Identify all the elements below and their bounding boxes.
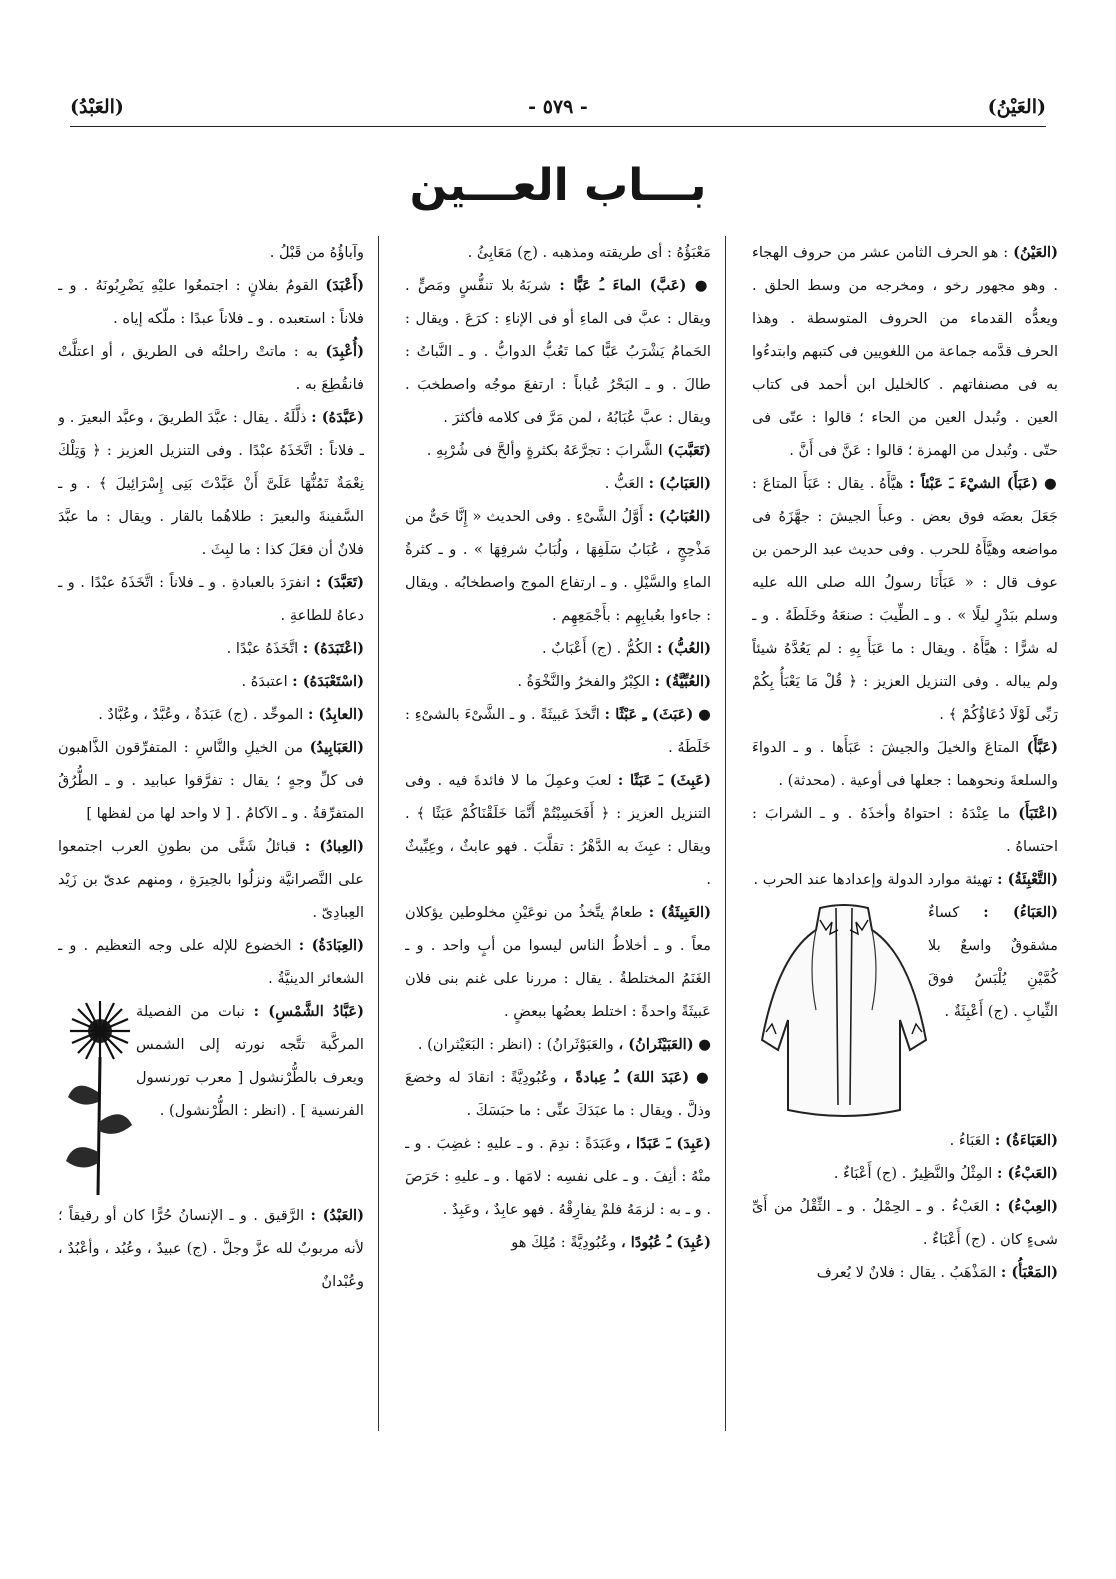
- column-2: [405, 236, 711, 1436]
- root-bullet: ●: [698, 1036, 711, 1053]
- headword: (اعْتَبَدَهُ) :: [302, 640, 364, 657]
- entry-abitha-noun: [405, 896, 711, 1028]
- column-3: [58, 236, 364, 1436]
- root-bullet: ●: [1044, 475, 1058, 492]
- headword: (عَبِثَ) ـَ عَبَثًا :: [617, 772, 711, 789]
- headword: (العَبَابُ) :: [648, 475, 711, 492]
- entry-ibada: [58, 929, 364, 995]
- definition: كساءٌ مشقوقٌ واسعٌ بلا كُمَّيْنِ يُلْبَسُ فوقَ الثِّيابِ . (ج) أَعْبِئَةٌ .: [928, 904, 1058, 1020]
- headword: (أُعْبِدَ): [325, 343, 364, 360]
- entry-abitha: [405, 764, 711, 896]
- headword: (عَبِدَ) ـَ عَبَدًا ،: [625, 1135, 711, 1152]
- definition: المِثْلُ والنَّظِيرُ . (ج) أَعْبَاءٌ .: [833, 1165, 993, 1182]
- headword: (المَعْبَأُ) :: [1000, 1264, 1058, 1281]
- entry-abid: [58, 698, 364, 731]
- headword: (العَبِيثَةُ) :: [648, 904, 711, 921]
- headword: (العَبَاءُ) :: [983, 904, 1058, 921]
- running-head: [70, 96, 1046, 124]
- definition: هيَّأَهُ . يقال : عَبَأَ المتاعَ : جَعَلَ بعضَه فوق بعض . وعبأَ الجيشَ : جهَّزَهُ فى مواضعه وهيَّأَهُ للحرب . وفى حديث عبد الرحمن بن عوف قال : « عَبَأَنَا رسولُ الله صلى الله عليه وسلم ببَدْرٍ ليلًا » . و ـ الطِّيبَ : صنعَهُ وخَلَطَهُ . و ـ له شرًّا : هيَّأَهُ . ويقال : ما عَبَأَ بِهِ : لم يَعُدَّهُ شيئاً ولم يباله . وفى التنزيل العزيز : ﴿ قُلْ مَا يَعْبَأُ بِكُمْ رَبِّى لَوْلَا دُعَاؤُكُمْ ﴾ .: [752, 475, 1058, 723]
- definition: المَذْهَبُ . يقال : فلانٌ لا يُعرف: [816, 1264, 997, 1281]
- definition: نبات من الفصيلة المركَّبة تتَّجه نورته إلى الشمس ويعرف بالطُّرْنشول [ معرب تورنسول الفرنسية ] . (انظر : الطُّرْنشول) .: [136, 1003, 364, 1119]
- headword: (العُبَابُ) :: [648, 508, 711, 525]
- definition: ما عِنْدَهُ : احتواهُ وأخذَهُ . و ـ الشرابَ : احتساهُ .: [752, 805, 1058, 855]
- headword: (العِبادُ) :: [304, 838, 364, 855]
- headword: (عَبَّدَهُ) :: [311, 409, 364, 426]
- entry-taabbada: [58, 566, 364, 632]
- entry-ababid: [58, 731, 364, 830]
- definition: اتَّخَذَهُ عبْدًا .: [226, 640, 299, 657]
- entry-abada-allah: [405, 1061, 711, 1127]
- entry-ubbiyya: [405, 665, 711, 698]
- definition: وآباؤُهُ من قَبْلُ .: [269, 244, 364, 261]
- definition: الموحِّد . (ج) عَبَدَةٌ ، وعُبَّدٌ ، وعُبَّادٌ .: [98, 706, 304, 723]
- definition: الرَّقيق . و ـ الإنسانُ حُرًّا كان أو رقيقاً ؛ لأنه مربوبٌ لله عزَّ وجلَّ . (ج) عبيدٌ ، وعُبُد ، وأعْبُدٌ ، وعُبْدانٌ: [58, 1207, 364, 1290]
- headword: (عَبَّأَ): [1026, 739, 1058, 756]
- entry-continuation: [58, 236, 364, 269]
- definition: انفرَدَ بالعبادةِ . و ـ فلاناً : اتَّخَذَهُ عبْدًا . و ـ دعاهُ للطاعةِ .: [58, 574, 364, 624]
- headword: (عَبَّادُ الشَّمْسِ) :: [253, 1003, 364, 1020]
- headword: (العَبَيْثَرانُ) ،: [618, 1036, 694, 1053]
- headword: (عُبِدَ) ـُ عُبُودًا ،: [620, 1234, 711, 1251]
- entry-abbad-alshams: [58, 995, 364, 1127]
- headword: (تَعَبَّبَ): [667, 442, 711, 459]
- entry-ubida-passive: [58, 335, 364, 401]
- definition: اتَّخذَ عَبيثَةً . و ـ الشَّىْءَ بالشىْءِ : خَلَطَهُ .: [405, 706, 711, 756]
- headword: (عَبَّ) الماءَ ـُ عَبًّا :: [559, 277, 687, 294]
- definition: الشَّرابَ : تجرَّعَهُ بكثرةٍ وألحَّ فى شُرْبِهِ .: [426, 442, 663, 459]
- chapter-title: بـــاب العـــين: [409, 160, 707, 211]
- entry-ib: [752, 1190, 1058, 1256]
- entry-ubida: [405, 1226, 711, 1259]
- entry-abaa-garment: [752, 896, 1058, 1028]
- definition: ذلَّلَهُ . يقال : عبَّدَ الطريقَ ، وعبَّد البعيرَ . و ـ فلاناً : اتَّخَذَهُ عبْدًا . وفى التنزيل العزيز : ﴿ وَتِلْكَ نِعْمَةٌ تَمُنُّهَا عَلَىَّ أَنْ عَبَّدْتَ بَنِى إِسْرَائِيلَ ﴾ . و ـ السَّفينةَ والبعيرَ : طلاهُما بالقار . ويقال : ما عبَّدَ فلانٌ أن فعَلَ كذا : ما لبِثَ .: [58, 409, 364, 558]
- definition: قبائلُ شَتَّى من بطونِ العرب اجتمعوا على النَّصرانيَّة ونزلُوا بالحِيرَةِ ، ومنهم عدىّ بن زَيْد العِبادِىّ .: [58, 838, 364, 921]
- definition: وعَبَدَةً : ندِمَ . و ـ عليهِ : غضِبَ . و ـ منْهُ : أنِفَ . و ـ على نفسِه : لامَها . و ـ عليهِ : حَرَصَ . و ـ به : لزمَهُ فلمْ يفارِقْهُ . فهو عابِدٌ ، وعَبِدٌ .: [405, 1135, 711, 1218]
- headword: (العِبَادَةُ) :: [298, 937, 364, 954]
- definition: الكِبْرُ والفخرُ والنَّخْوَةُ .: [517, 673, 650, 690]
- definition: طعامٌ يتَّخذُ من نوعَيْنِ مخلوطين يؤكلان معاً . و ـ أخلاطُ الناس ليسوا من أبٍ واحد . و ـ الغَنَمُ المختلطةُ . يقال : مررنا على غنم بنى فلان عَبيثَةً واحدةً : اختلط بعضُها ببعضٍ .: [405, 904, 711, 1020]
- definition: مَعْبَؤُهُ : أى طريقته ومذهبه . (ج) مَعَابِئُ .: [467, 244, 711, 261]
- headword: (أَعْبَدَ): [325, 277, 364, 294]
- entry-abaythuran: [405, 1028, 711, 1061]
- headword: (العُبِّيَّةُ) :: [654, 673, 711, 690]
- definition: : هو الحرف الثامن عشر من حروف الهجاء . وهو مجهور رخو ، ومخرجه من وسط الحلق . ويعدُّه القدماء من الحروف المتوسطة . وهذا الحرف قدَّمه جماعة من اللغويين فى كتبهم وابتدءُوا به فى مصنفاتهم . كالخليل ابن أحمد فى كتاب العين . وتُبدل العين من الحاء ؛ قالوا : عتّى فى حتّى . وتُبدل من الهمزة ؛ قالوا : عَنَّ فى أَنَّ .: [752, 244, 1058, 459]
- headword: (العَبْدُ) :: [310, 1207, 364, 1224]
- column-divider: [378, 236, 379, 1431]
- definition: أَوَّلُ الشَّىْءِ . وفى الحديث « إِنَّا حَىٌّ من مَذْحِجٍ ، عُبَابُ سَلَفِهَا ، ولُبَابُ شرفِهَا » . و ـ كثرةُ الماءِ والسَّيْلِ . و ـ ارتفاع الموج واصطخابُه . ويقال : جاءوا بعُبابِهِم : بأَجْمَعِهِم .: [405, 508, 711, 624]
- entry-istabadahu: [58, 665, 364, 698]
- definition: العَبُّ .: [604, 475, 644, 492]
- headword: (التَّعْبِئَةُ) :: [997, 871, 1058, 888]
- header-start-word: (العَيْنُ): [987, 96, 1046, 118]
- definition: من الخيلِ والنَّاسِ : المتفرِّقون الذَّاهبون فى كلِّ وجهٍ ؛ يقال : تفرَّقوا عبابيد . و ـ الطُّرُقُ المتفرِّقةُ . و ـ الآكامُ . [ لا واحد لها من لفظها ]: [58, 739, 364, 822]
- definition: الخضوع للإله على وجه التعظيم . و ـ الشعائر الدينيَّةُ .: [58, 937, 364, 987]
- entry-abaah: [752, 1124, 1058, 1157]
- header-rule: [70, 126, 1046, 127]
- definition: القومُ بفلانٍ : اجتمعُوا عليْهِ يَضْرِبُونَهُ . و ـ فلاناً : استعبده . و ـ فلاناً عبدًا : ملّكه إياه .: [58, 277, 364, 327]
- definition: وعُبُودِيَّةً : انقادَ له وخضعَ وذلَّ . ويقال : ما عبَدَكَ عنِّى : ما حبَسَكَ .: [405, 1069, 711, 1119]
- definition: لعبَ وعمِلَ ما لا فائدةَ فيه . وفى التنزيل العزيز : ﴿ أَفَحَسِبْتُمْ أَنَّمَا خَلَقْنَاكُمْ عَبَثًا ﴾ . ويقال : عبِثَ به الدَّهْرُ : تقلَّبَ . فهو عابثٌ ، وعِبِّيثٌ .: [405, 772, 711, 888]
- definition: المتاعَ والخيلَ والجيشَ : عَبَأَها . و ـ الدواءَ والسلعةَ ونحوهما : جعلها فى أوعية . (محدثة) .: [752, 739, 1058, 789]
- entry-aabada: [58, 269, 364, 335]
- headword: (العَبْءُ) :: [996, 1165, 1058, 1182]
- definition: وعُبُودِيَّةً : مُلِكَ هو: [511, 1234, 617, 1251]
- headword: (العَبَابِيدُ): [309, 739, 364, 756]
- sunflower-illustration: [64, 997, 136, 1197]
- headword: (تَعَبَّدَ) :: [315, 574, 364, 591]
- root-bullet: ●: [696, 1069, 711, 1086]
- entry-abba: [405, 269, 711, 434]
- entry-abatha: [405, 698, 711, 764]
- definition: العَبْءُ . و ـ الحِمْلُ . و ـ الثِّقْلُ من أَىِّ شىءٍ كان . (ج) أَعْبَاءٌ .: [752, 1198, 1058, 1248]
- entry-al-ayn: [752, 236, 1058, 467]
- entry-abd: [58, 1199, 364, 1298]
- headword: (العَبَاءَةُ) :: [994, 1132, 1058, 1149]
- entry-ubab: [405, 500, 711, 632]
- column-divider: [725, 236, 726, 1431]
- headword: (اعْتَبَأَ): [1018, 805, 1058, 822]
- entry-abab: [405, 467, 711, 500]
- definition: والعَبَوْثَرانُ) : (انظر : البَعَيْثران) .: [417, 1036, 614, 1053]
- entry-ab: [752, 1157, 1058, 1190]
- definition: الكُمُّ . (ج) أَعْبَابٌ .: [541, 640, 653, 657]
- headword: (اسْتَعْبَدَهُ) :: [292, 673, 364, 690]
- entry-abbaa: [752, 731, 1058, 797]
- definition: شربَهُ بلا تنفُّسٍ ومَصٍّ . ويقال : عبَّ فى الماءِ أو فى الإناءِ : كرَعَ . ويقال : الحَمامُ يَشْرَبُ عَبًّا كما تَعُبُّ الدوابُّ . و ـ النَّباتُ : طالَ . و ـ البَحْرُ عُباباً : ارتفعَ موجُه واصطخبَ . ويقال : عبَّ عُبَابُهُ ، لمن مَرَّ فى كلامه فأكثرَ .: [405, 277, 711, 426]
- definition: تهيئة موارد الدولة وإعدادها عند الحرب .: [753, 871, 993, 888]
- definition: العَبَاءُ .: [949, 1132, 991, 1149]
- page-number: - ٥٧٩ -: [528, 96, 588, 118]
- headword: (عَبَأَ) الشيْءَ ـَ عَبْئاً :: [909, 475, 1039, 492]
- headword: (العابِدُ) :: [308, 706, 364, 723]
- entry-itabadahu: [58, 632, 364, 665]
- headword: (العِبْءُ) :: [995, 1198, 1058, 1215]
- entry-abaa: [752, 467, 1058, 731]
- headword: (العُبُّ) :: [656, 640, 711, 657]
- entry-abida: [405, 1127, 711, 1226]
- entry-mabaa: [752, 1256, 1058, 1289]
- entry-tabia: [752, 863, 1058, 896]
- entry-ibad: [58, 830, 364, 929]
- column-1: [752, 236, 1058, 1436]
- headword: (عَبَدَ اللهَ) ـُ عِبادةً ،: [563, 1069, 690, 1086]
- entry-abbadahu: [58, 401, 364, 566]
- root-bullet: ●: [694, 277, 711, 294]
- entry-ubb: [405, 632, 711, 665]
- headword: (عَبَثَ) ـِ عَبْثًا :: [604, 706, 694, 723]
- definition: به : ماتتْ راحلتُه فى الطريق ، أو اعتلَّتْ فانقُطِعَ به .: [58, 343, 364, 393]
- header-end-word: (العَبْدُ): [70, 96, 124, 118]
- root-bullet: ●: [698, 706, 711, 723]
- entry-continuation: [405, 236, 711, 269]
- entry-itabaa: [752, 797, 1058, 863]
- robe-illustration: [760, 900, 928, 1120]
- entry-taabbaba: [405, 434, 711, 467]
- headword: (العَيْنُ): [1013, 244, 1058, 261]
- definition: اعتبدَهُ .: [241, 673, 288, 690]
